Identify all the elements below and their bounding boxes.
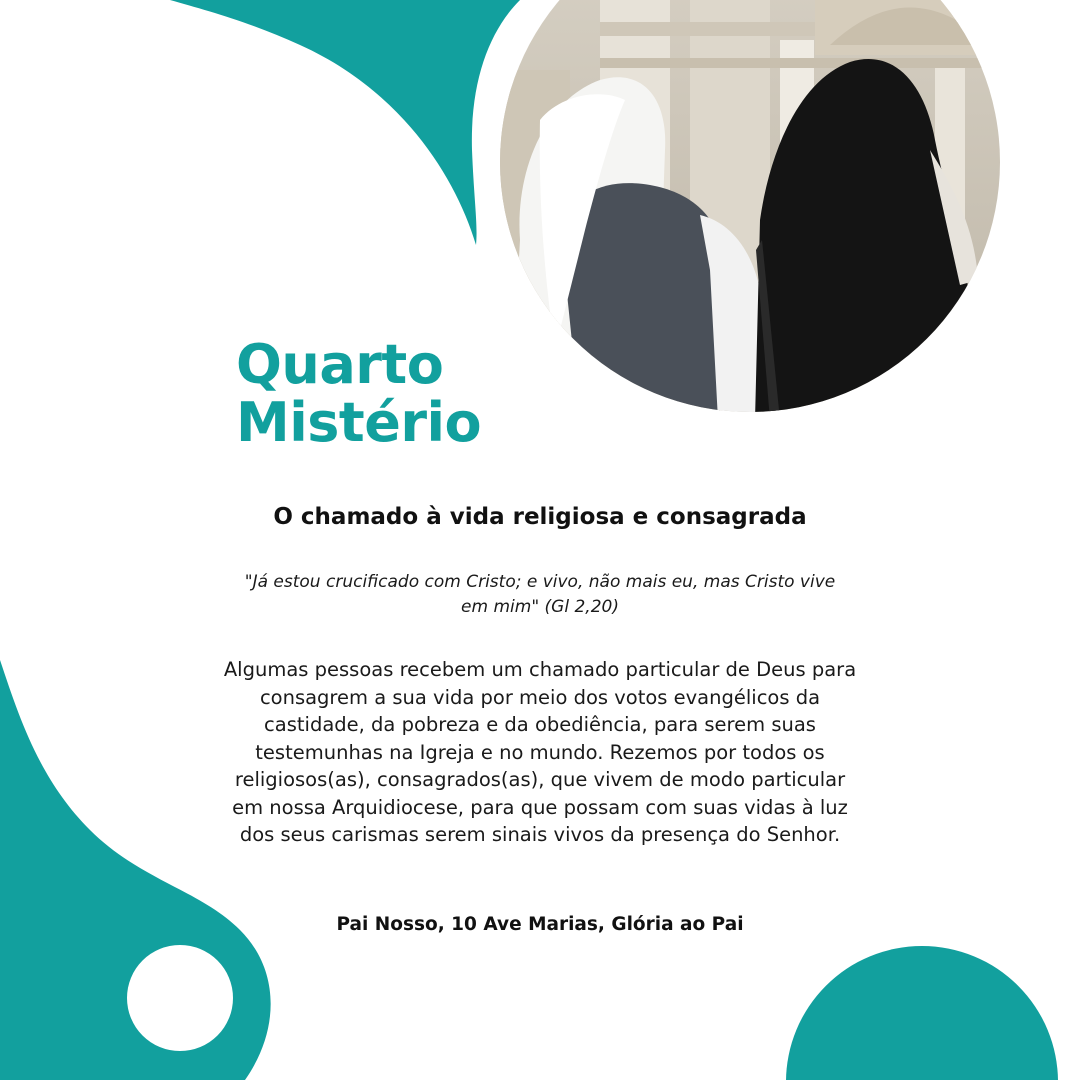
top-teal-shape	[170, 0, 520, 245]
mystery-title-line-1: Quarto	[236, 333, 444, 396]
bottom-right-teal-circle	[786, 946, 1058, 1080]
mystery-title	[236, 333, 482, 454]
scripture-quote: "Já estou crucificado com Cristo; e vivo, não mais eu, mas Cristo vive em mim" (Gl 2,20)	[244, 572, 836, 617]
mystery-title-line-2: Mistério	[236, 391, 482, 454]
prayer-instructions: Pai Nosso, 10 Ave Marias, Glória ao Pai	[336, 914, 744, 935]
two-nuns-photo	[480, 0, 1040, 420]
reflection-text: Algumas pessoas recebem um chamado particular de Deus para consagrem a sua vida por meio dos votos evangélicos da castidade, da pobreza e da obediência, para serem suas testemunhas na Igreja e no mundo. Rezemos por todos os religiosos(as), consagrados(as), que vivem de modo particular em nossa Arquidiocese, para que possam com suas vidas à luz dos seus carismas serem sinais vivos da presença do Senhor.	[223, 658, 857, 846]
bottom-left-white-dot	[127, 945, 233, 1051]
mystery-subtitle: O chamado à vida religiosa e consagrada	[273, 504, 807, 530]
